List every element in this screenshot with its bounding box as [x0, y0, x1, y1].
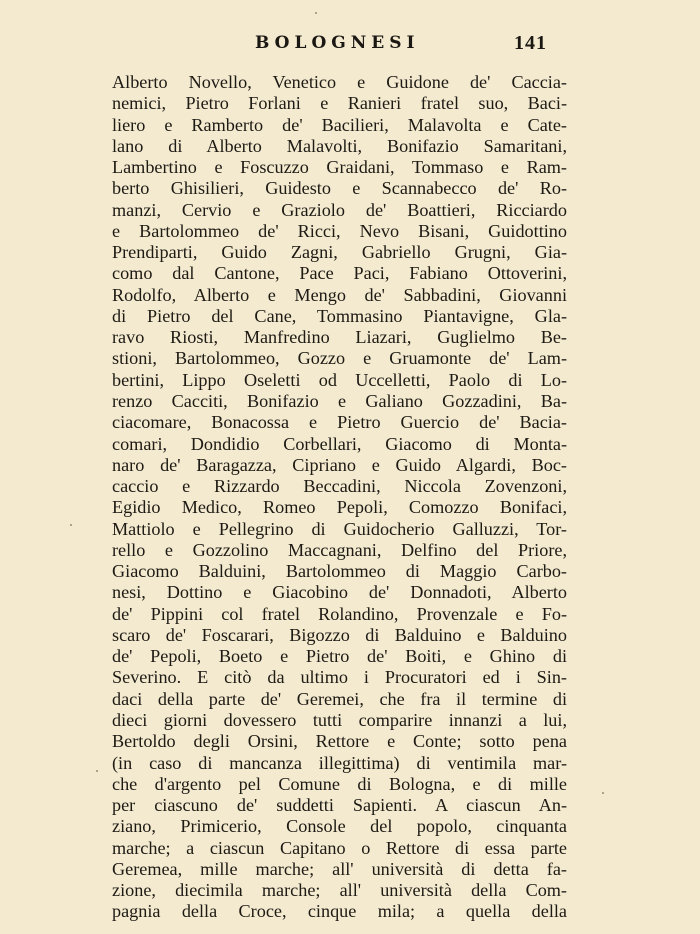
text-line: marche; a ciascun Capitano o Rettore di essa parte — [112, 837, 567, 858]
text-line: renzo Cacciti, Bonifazio e Galiano Gozzadini, Ba- — [112, 390, 567, 411]
text-line: ziano, Primicerio, Console del popolo, cinquanta — [112, 816, 567, 837]
body-text — [112, 72, 567, 923]
text-line: nemici, Pietro Forlani e Ranieri fratel suo, Baci- — [112, 93, 567, 114]
running-head — [0, 33, 700, 59]
paper-speck — [96, 770, 98, 772]
text-line: Geremea, mille marche; all' università di detta fa- — [112, 858, 567, 879]
text-line: Alberto Novello, Venetico e Guidone de' Caccia- — [112, 72, 567, 92]
text-line: scaro de' Foscarari, Bigozzo di Balduino e Balduino — [112, 624, 567, 645]
text-line: Prendiparti, Guido Zagni, Gabriello Grugni, Gia- — [112, 242, 567, 263]
text-line: de' Pepoli, Boeto e Pietro de' Boiti, e Ghino di — [112, 646, 567, 667]
text-line: lano di Alberto Malavolti, Bonifazio Samaritani, — [112, 135, 567, 156]
page-number: 141 — [514, 32, 547, 54]
text-line: naro de' Baragazza, Cipriano e Guido Algardi, Boc- — [112, 454, 567, 475]
paper-speck — [602, 792, 604, 794]
text-line: Lambertino e Foscuzzo Graidani, Tommaso e Ram- — [112, 157, 567, 178]
running-title: BOLOGNESI — [255, 33, 420, 53]
text-line: Rodolfo, Alberto e Mengo de' Sabbadini, Giovanni — [112, 284, 567, 305]
text-line: che d'argento pel Comune di Bologna, e di mille — [112, 773, 567, 794]
text-line: nesi, Dottino e Giacobino de' Donnadoti, Alberto — [112, 582, 567, 603]
text-line: manzi, Cervio e Graziolo de' Boattieri, Ricciardo — [112, 199, 567, 220]
text-line: ravo Riosti, Manfredino Liazari, Guglielmo Be- — [112, 327, 567, 348]
text-line: Giacomo Balduini, Bartolommeo di Maggio Carbo- — [112, 561, 567, 582]
text-line: Mattiolo e Pellegrino di Guidocherio Galluzzi, Tor- — [112, 518, 567, 539]
text-line: stioni, Bartolommeo, Gozzo e Gruamonte de' Lam- — [112, 348, 567, 369]
text-line: Bertoldo degli Orsini, Rettore e Conte; sotto pena — [112, 731, 567, 752]
text-line: liero e Ramberto de' Bacilieri, Malavolta e Cate- — [112, 114, 567, 135]
text-line: como dal Cantone, Pace Paci, Fabiano Ottoverini, — [112, 263, 567, 284]
text-line: Egidio Medico, Romeo Pepoli, Comozzo Bonifaci, — [112, 497, 567, 518]
paper-speck — [70, 524, 72, 526]
text-line: zione, diecimila marche; all' università della Com- — [112, 880, 567, 901]
text-line: rello e Gozzolino Maccagnani, Delfino del Priore, — [112, 539, 567, 560]
paper-speck — [315, 12, 317, 14]
text-line: (in caso di mancanza illegittima) di ventimila mar- — [112, 752, 567, 773]
text-line: e Bartolommeo de' Ricci, Nevo Bisani, Guidottino — [112, 220, 567, 241]
text-line: daci della parte de' Geremei, che fra il termine di — [112, 688, 567, 709]
text-line: per ciascuno de' suddetti Sapienti. A ciascun An- — [112, 795, 567, 816]
text-line: pagnia della Croce, cinque mila; a quella della — [112, 901, 567, 922]
text-line: bertini, Lippo Oseletti od Uccelletti, Paolo di Lo- — [112, 369, 567, 390]
text-line: ciacomare, Bonacossa e Pietro Guercio de' Bacia- — [112, 412, 567, 433]
text-line: berto Ghisilieri, Guidesto e Scannabecco de' Ro- — [112, 178, 567, 199]
text-line: dieci giorni dovessero tutti comparire innanzi a lui, — [112, 709, 567, 730]
text-line: Severino. E citò da ultimo i Procuratori ed i Sin- — [112, 667, 567, 688]
text-line: di Pietro del Cane, Tommasino Piantavigne, Gla- — [112, 305, 567, 326]
text-line: de' Pippini col fratel Rolandino, Provenzale e Fo- — [112, 603, 567, 624]
text-line: comari, Dondidio Corbellari, Giacomo di Monta- — [112, 433, 567, 454]
text-line: caccio e Rizzardo Beccadini, Niccola Zovenzoni, — [112, 476, 567, 497]
